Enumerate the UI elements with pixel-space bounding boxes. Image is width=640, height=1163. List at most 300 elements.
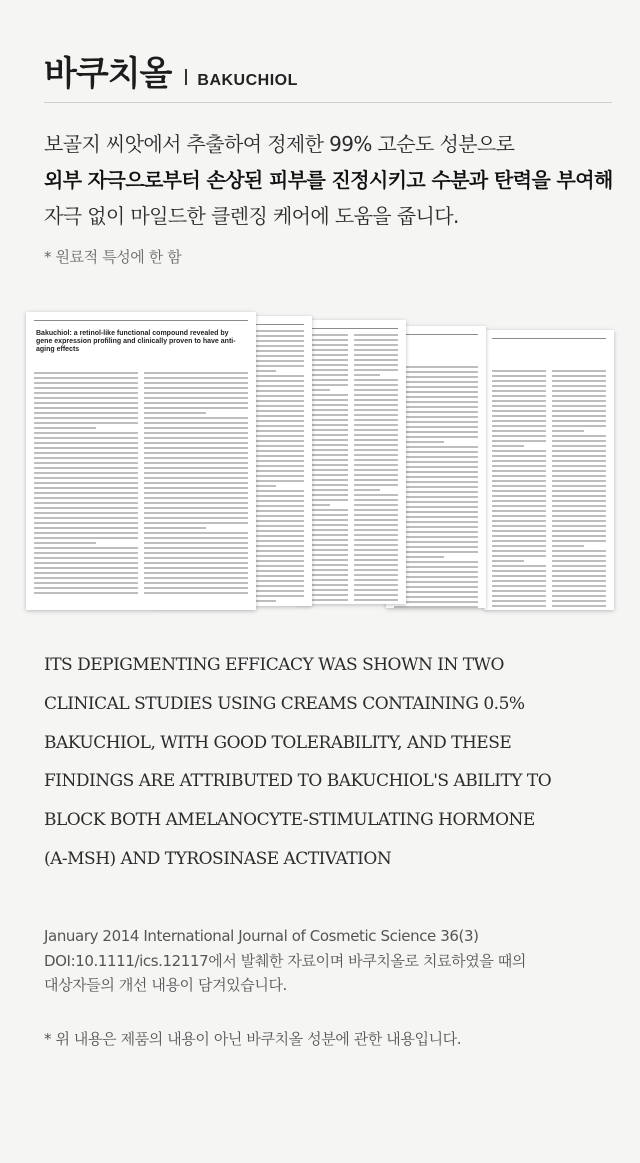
paper-text-line: [34, 472, 138, 474]
paper-text-line: [552, 405, 606, 407]
paper-text-line: [354, 434, 398, 436]
paper-text-line: [34, 432, 138, 434]
paper-text-line: [354, 594, 398, 596]
paper-text-line: [492, 545, 546, 547]
paper-text-line: [552, 425, 606, 427]
paper-text-line: [394, 411, 478, 413]
paper-text-line: [34, 592, 138, 594]
paper-text-line: [552, 580, 606, 582]
paper-text-line: [34, 407, 138, 409]
paper-text-line: [492, 485, 546, 487]
page-subtitle: BAKUCHIOL: [197, 72, 298, 89]
paper-text-line: [552, 500, 606, 502]
paper-text-line: [492, 375, 546, 377]
paper-text-line: [34, 582, 138, 584]
paper-text-line: [552, 460, 606, 462]
paper-text-line: [144, 487, 248, 489]
paper-text-line: [552, 370, 606, 372]
paper-header-rule: [492, 338, 606, 339]
paper-text-line: [354, 444, 398, 446]
paper-text-line: [552, 470, 606, 472]
paper-text-line: [144, 462, 248, 464]
paper-header-rule: [304, 328, 398, 329]
paper-text-line: [552, 530, 606, 532]
paper-text-line: [354, 424, 398, 426]
paper-text-line: [34, 502, 138, 504]
paper-text-line: [552, 430, 584, 432]
paper-text-line: [144, 512, 248, 514]
paper-text-line: [354, 354, 398, 356]
paper-page-1: [26, 312, 256, 610]
paper-text-line: [394, 601, 478, 603]
header-rule: [44, 102, 612, 103]
quote-line-3: BAKUCHIOL, WITH GOOD TOLERABILITY, AND THESE: [44, 732, 512, 753]
paper-text-line: [552, 515, 606, 517]
paper-text-line: [394, 476, 478, 478]
paper-text-line: [34, 517, 138, 519]
paper-text-line: [552, 380, 606, 382]
paper-text-line: [354, 334, 398, 336]
paper-text-line: [34, 377, 138, 379]
paper-text-line: [394, 371, 478, 373]
paper-text-line: [354, 394, 398, 396]
paper-text-line: [552, 600, 606, 602]
paper-text-line: [492, 555, 546, 557]
paper-text-line: [144, 442, 248, 444]
paper-text-line: [552, 595, 606, 597]
source-line-1: January 2014 International Journal of Cosmetic Science 36(3): [44, 927, 479, 945]
paper-text-line: [492, 440, 546, 442]
paper-text-line: [394, 481, 478, 483]
paper-text-line: [354, 409, 398, 411]
paper-text-line: [492, 385, 546, 387]
paper-text-line: [552, 450, 606, 452]
paper-text-line: [394, 606, 478, 608]
paper-text-line: [394, 471, 478, 473]
paper-text-line: [144, 547, 248, 549]
paper-text-line: [492, 430, 546, 432]
paper-text-line: [394, 466, 478, 468]
paper-text-line: [394, 376, 478, 378]
paper-text-line: [552, 585, 606, 587]
paper-text-line: [354, 534, 398, 536]
paper-text-line: [492, 475, 546, 477]
paper-text-line: [394, 496, 478, 498]
paper-text-line: [492, 595, 546, 597]
paper-text-line: [492, 445, 524, 447]
paper-pages-image: [26, 312, 616, 612]
paper-text-line: [34, 447, 138, 449]
paper-text-line: [552, 395, 606, 397]
source-text: [44, 924, 604, 998]
paper-text-line: [552, 375, 606, 377]
paper-text-line: [394, 561, 478, 563]
paper-text-line: [354, 379, 398, 381]
paper-text-line: [552, 410, 606, 412]
paper-text-line: [552, 385, 606, 387]
paper-text-line: [492, 415, 546, 417]
paper-text-line: [552, 540, 606, 542]
paper-text-line: [394, 431, 478, 433]
paper-text-line: [354, 569, 398, 571]
paper-text-line: [144, 447, 248, 449]
paper-text-line: [552, 545, 584, 547]
paper-text-line: [492, 410, 546, 412]
disclaimer-note: * 위 내용은 제품의 내용이 아닌 바쿠치올 성분에 관한 내용입니다.: [44, 1030, 462, 1048]
paper-text-line: [552, 475, 606, 477]
paper-text-line: [34, 507, 138, 509]
paper-text-line: [354, 454, 398, 456]
paper-text-line: [34, 577, 138, 579]
paper-text-line: [34, 522, 138, 524]
paper-text-line: [144, 437, 248, 439]
paper-text-line: [144, 552, 248, 554]
paper-text-line: [552, 490, 606, 492]
paper-text-line: [394, 386, 478, 388]
paper-text-line: [552, 550, 606, 552]
paper-text-line: [394, 566, 478, 568]
paper-text-line: [144, 377, 248, 379]
paper-text-line: [34, 457, 138, 459]
paper-text-line: [394, 546, 478, 548]
paper-text-line: [354, 419, 398, 421]
paper-text-line: [354, 514, 398, 516]
intro-text: [44, 126, 614, 234]
paper-text-line: [394, 461, 478, 463]
paper-text-line: [144, 497, 248, 499]
quote-line-5: BLOCK BOTH AMELANOCYTE-STIMULATING HORMONE: [44, 810, 535, 831]
paper-text-line: [492, 515, 546, 517]
paper-text-line: [492, 405, 546, 407]
paper-text-line: [354, 474, 398, 476]
paper-text-line: [144, 412, 206, 414]
paper-page-5: [484, 330, 614, 610]
paper-text-line: [492, 495, 546, 497]
paper-text-line: [354, 364, 398, 366]
paper-text-line: [394, 486, 478, 488]
paper-text-line: [394, 391, 478, 393]
paper-text-line: [354, 499, 398, 501]
paper-text-line: [394, 526, 478, 528]
paper-text-line: [394, 596, 478, 598]
paper-text-line: [552, 465, 606, 467]
paper-text-line: [354, 564, 398, 566]
paper-text-line: [34, 537, 138, 539]
paper-text-line: [144, 557, 248, 559]
paper-text-line: [354, 404, 398, 406]
page-header: [44, 46, 298, 95]
paper-text-line: [354, 544, 398, 546]
quote-line-6: (A-MSH) AND TYROSINASE ACTIVATION: [44, 848, 392, 869]
paper-text-line: [394, 531, 478, 533]
paper-text-line: [354, 489, 380, 491]
paper-text-line: [394, 591, 478, 593]
paper-text-line: [492, 560, 524, 562]
paper-text-line: [354, 349, 398, 351]
paper-text-line: [144, 427, 248, 429]
intro-line-2: 외부 자극으로부터 손상된 피부를 진정시키고 수분과 탄력을 부여해: [44, 168, 613, 192]
paper-text-line: [394, 536, 478, 538]
paper-text-line: [34, 422, 138, 424]
paper-text-line: [552, 495, 606, 497]
paper-text-line: [34, 392, 138, 394]
paper-text-line: [34, 397, 138, 399]
paper-text-line: [492, 480, 546, 482]
paper-text-line: [34, 527, 138, 529]
paper-text-line: [354, 459, 398, 461]
paper-text-line: [144, 532, 248, 534]
paper-text-line: [492, 575, 546, 577]
ingredient-note: * 원료적 특성에 한 함: [44, 248, 182, 266]
paper-text-line: [354, 449, 398, 451]
paper-text-line: [552, 560, 606, 562]
paper-text-line: [34, 532, 138, 534]
paper-text-line: [492, 420, 546, 422]
paper-text-line: [144, 577, 248, 579]
paper-text-line: [34, 437, 138, 439]
paper-text-line: [492, 505, 546, 507]
paper-text-line: [354, 339, 398, 341]
paper-text-line: [144, 372, 248, 374]
paper-text-line: [354, 509, 398, 511]
paper-text-line: [144, 507, 248, 509]
paper-text-line: [34, 557, 138, 559]
paper-text-line: [394, 426, 478, 428]
source-line-3: 대상자들의 개선 내용이 담겨있습니다.: [44, 976, 287, 994]
paper-text-line: [354, 479, 398, 481]
title-divider: [185, 69, 187, 85]
paper-text-line: [34, 562, 138, 564]
paper-text-line: [492, 390, 546, 392]
paper-text-line: [354, 359, 398, 361]
paper-text-line: [144, 432, 248, 434]
paper-text-line: [144, 582, 248, 584]
paper-text-line: [354, 504, 398, 506]
paper-text-line: [34, 442, 138, 444]
paper-text-line: [394, 406, 478, 408]
source-line-2: DOI:10.1111/ics.12117에서 발췌한 자료이며 바쿠치올로 치료하였을 때의: [44, 951, 526, 970]
paper-text-line: [354, 549, 398, 551]
paper-text-line: [492, 525, 546, 527]
paper-text-line: [552, 440, 606, 442]
paper-text-line: [34, 477, 138, 479]
intro-line-1: 보골지 씨앗에서 추출하여 정제한 99% 고순도 성분으로: [44, 132, 515, 156]
paper-text-line: [144, 382, 248, 384]
paper-text-line: [34, 542, 96, 544]
paper-text-line: [394, 381, 478, 383]
paper-text-line: [394, 436, 478, 438]
paper-text-line: [144, 522, 248, 524]
paper-text-line: [394, 416, 478, 418]
paper-text-line: [552, 480, 606, 482]
paper-text-line: [394, 581, 478, 583]
paper-text-line: [552, 420, 606, 422]
paper-text-line: [552, 415, 606, 417]
quote-line-2: CLINICAL STUDIES USING CREAMS CONTAINING 0.5%: [44, 693, 525, 714]
paper-text-line: [354, 554, 398, 556]
paper-text-line: [354, 464, 398, 466]
paper-text-line: [34, 492, 138, 494]
paper-text-line: [492, 585, 546, 587]
paper-text-line: [354, 539, 398, 541]
paper-text-line: [34, 512, 138, 514]
paper-title: Bakuchiol: a retinol-like functional compound revealed by gene expression profiling and clinically proven to have anti-aging effects: [36, 330, 236, 353]
paper-text-line: [552, 535, 606, 537]
paper-text-line: [552, 455, 606, 457]
paper-header-rule: [394, 334, 478, 335]
paper-text-line: [144, 537, 248, 539]
page-title: 바쿠치올: [44, 54, 172, 94]
paper-header-rule: [34, 320, 248, 321]
paper-text-line: [354, 469, 398, 471]
paper-text-line: [34, 382, 138, 384]
paper-page-3: [296, 320, 406, 604]
paper-text-line: [354, 524, 398, 526]
paper-text-line: [552, 525, 606, 527]
paper-text-line: [34, 427, 96, 429]
paper-text-line: [354, 584, 398, 586]
paper-text-line: [354, 369, 398, 371]
paper-text-line: [144, 482, 248, 484]
paper-text-line: [394, 451, 478, 453]
paper-text-line: [394, 396, 478, 398]
paper-text-line: [552, 590, 606, 592]
paper-text-line: [34, 412, 138, 414]
paper-text-line: [492, 530, 546, 532]
paper-text-line: [492, 450, 546, 452]
paper-text-line: [354, 344, 398, 346]
paper-text-line: [394, 366, 478, 368]
paper-text-line: [492, 565, 546, 567]
paper-text-line: [34, 552, 138, 554]
paper-text-line: [552, 605, 606, 607]
paper-text-line: [144, 502, 248, 504]
paper-text-line: [492, 600, 546, 602]
paper-text-line: [394, 571, 478, 573]
paper-text-line: [552, 575, 606, 577]
paper-text-line: [492, 435, 546, 437]
paper-text-line: [34, 387, 138, 389]
paper-text-line: [144, 392, 248, 394]
paper-text-line: [394, 506, 478, 508]
paper-text-line: [144, 562, 248, 564]
paper-text-line: [394, 541, 478, 543]
paper-text-line: [492, 510, 546, 512]
paper-text-line: [492, 490, 546, 492]
paper-text-line: [144, 472, 248, 474]
paper-text-line: [34, 402, 138, 404]
paper-text-line: [394, 456, 478, 458]
paper-text-line: [394, 491, 478, 493]
paper-text-line: [492, 460, 546, 462]
paper-text-line: [34, 567, 138, 569]
paper-text-line: [354, 579, 398, 581]
paper-text-line: [394, 576, 478, 578]
paper-text-line: [354, 389, 398, 391]
paper-text-line: [34, 497, 138, 499]
paper-text-line: [144, 527, 206, 529]
paper-text-line: [552, 570, 606, 572]
paper-text-line: [354, 599, 398, 601]
paper-text-line: [34, 482, 138, 484]
paper-text-line: [394, 446, 478, 448]
paper-text-line: [354, 439, 398, 441]
paper-text-line: [144, 587, 248, 589]
paper-text-line: [394, 511, 478, 513]
paper-text-line: [492, 535, 546, 537]
paper-text-line: [34, 417, 138, 419]
paper-text-line: [552, 435, 606, 437]
paper-text-line: [354, 559, 398, 561]
paper-text-line: [34, 372, 138, 374]
paper-text-line: [34, 467, 138, 469]
quote-line-1: ITS DEPIGMENTING EFFICACY WAS SHOWN IN TWO: [44, 655, 504, 675]
paper-text-line: [34, 547, 138, 549]
paper-text-line: [492, 395, 546, 397]
paper-text-line: [144, 407, 248, 409]
paper-text-line: [354, 494, 398, 496]
paper-text-line: [552, 565, 606, 567]
paper-text-line: [492, 540, 546, 542]
paper-text-line: [394, 521, 478, 523]
paper-text-line: [492, 380, 546, 382]
paper-text-line: [34, 572, 138, 574]
paper-text-line: [552, 445, 606, 447]
intro-line-3: 자극 없이 마일드한 클렌징 케어에 도움을 줍니다.: [44, 204, 459, 228]
paper-text-line: [354, 484, 398, 486]
paper-text-line: [144, 572, 248, 574]
paper-text-line: [492, 455, 546, 457]
paper-text-line: [492, 400, 546, 402]
paper-text-line: [354, 374, 380, 376]
paper-text-line: [394, 586, 478, 588]
paper-text-line: [144, 387, 248, 389]
paper-text-line: [354, 589, 398, 591]
paper-text-line: [492, 500, 546, 502]
paper-text-line: [394, 421, 478, 423]
paper-text-line: [34, 587, 138, 589]
paper-text-line: [354, 384, 398, 386]
paper-text-line: [492, 570, 546, 572]
paper-text-line: [34, 452, 138, 454]
paper-text-line: [354, 574, 398, 576]
paper-text-line: [34, 462, 138, 464]
paper-text-line: [354, 529, 398, 531]
paper-text-line: [552, 555, 606, 557]
paper-text-line: [552, 485, 606, 487]
paper-text-line: [144, 402, 248, 404]
paper-text-line: [492, 520, 546, 522]
paper-text-line: [492, 550, 546, 552]
paper-text-line: [144, 477, 248, 479]
paper-text-line: [354, 414, 398, 416]
paper-text-line: [552, 520, 606, 522]
paper-text-line: [144, 422, 248, 424]
paper-text-line: [492, 465, 546, 467]
paper-text-line: [144, 397, 248, 399]
paper-text-line: [492, 590, 546, 592]
paper-text-line: [144, 517, 248, 519]
paper-text-line: [394, 516, 478, 518]
paper-text-line: [552, 390, 606, 392]
paper-text-line: [144, 452, 248, 454]
quote-line-4: FINDINGS ARE ATTRIBUTED TO BAKUCHIOL'S ABILITY TO: [44, 771, 552, 792]
paper-text-line: [394, 401, 478, 403]
paper-text-line: [34, 487, 138, 489]
paper-text-line: [394, 501, 478, 503]
paper-text-line: [144, 592, 248, 594]
paper-text-line: [144, 492, 248, 494]
